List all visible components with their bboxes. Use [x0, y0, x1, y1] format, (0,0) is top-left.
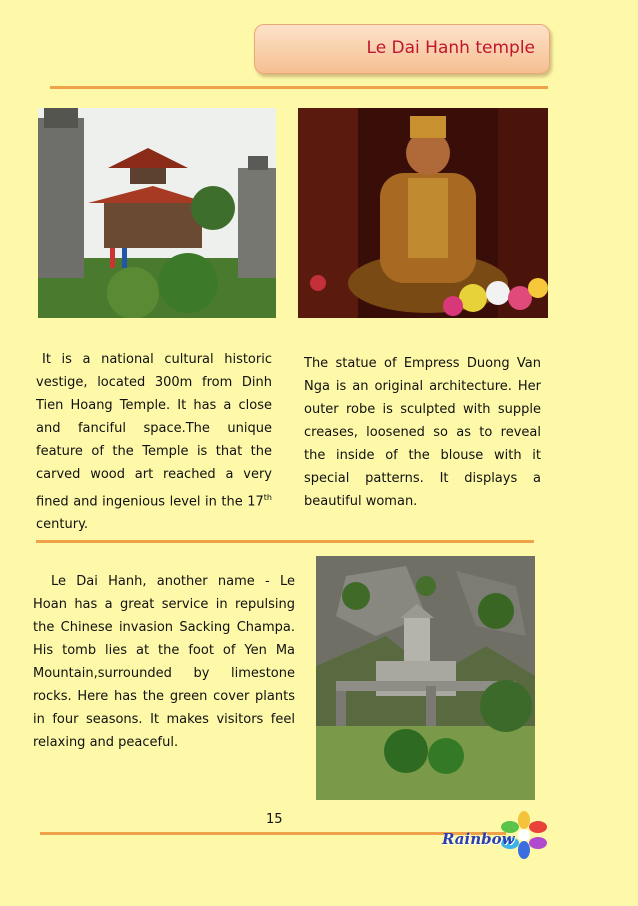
header-rule	[50, 86, 548, 89]
tomb-description	[33, 570, 295, 754]
temple-pagoda-photo	[38, 108, 276, 318]
empress-statue-photo	[298, 108, 548, 318]
footer-rule	[40, 832, 506, 835]
title-tab	[254, 24, 550, 74]
page-title: Le Dai Hanh temple	[366, 38, 535, 58]
statue-description-text: The statue of Empress Duong Van Nga is an original architecture. Her outer robe is sculpted with supple creases, loosened so as to reveal the inside of the blouse with it special patterns. It displays a beautiful woman.	[304, 356, 541, 509]
temple-description-end: century.	[36, 517, 89, 533]
temple-description	[36, 348, 272, 536]
tomb-description-text: Le Dai Hanh, another name - Le Hoan has a great service in repulsing the Chinese invasion Sacking Champa. His tomb lies at the foot of Yen Ma Mountain,surrounded by limestone rocks. Here has the green cover plants in four seasons. It makes visitors feel relaxing and peaceful.	[33, 574, 295, 750]
temple-description-sup: th	[263, 493, 272, 502]
logo-text: Rainbow	[442, 830, 515, 848]
rainbow-logo	[440, 810, 552, 860]
page-number: 15	[266, 812, 283, 827]
tomb-shrine-photo	[316, 556, 535, 800]
statue-description	[304, 352, 541, 513]
middle-rule	[36, 540, 534, 543]
temple-description-text: It is a national cultural historic vestige, located 300m from Dinh Tien Hoang Temple. It has a close and fanciful space.The unique feature of the Temple is that the carved wood art reached a very fined and ingenious level in the 17	[36, 352, 272, 510]
